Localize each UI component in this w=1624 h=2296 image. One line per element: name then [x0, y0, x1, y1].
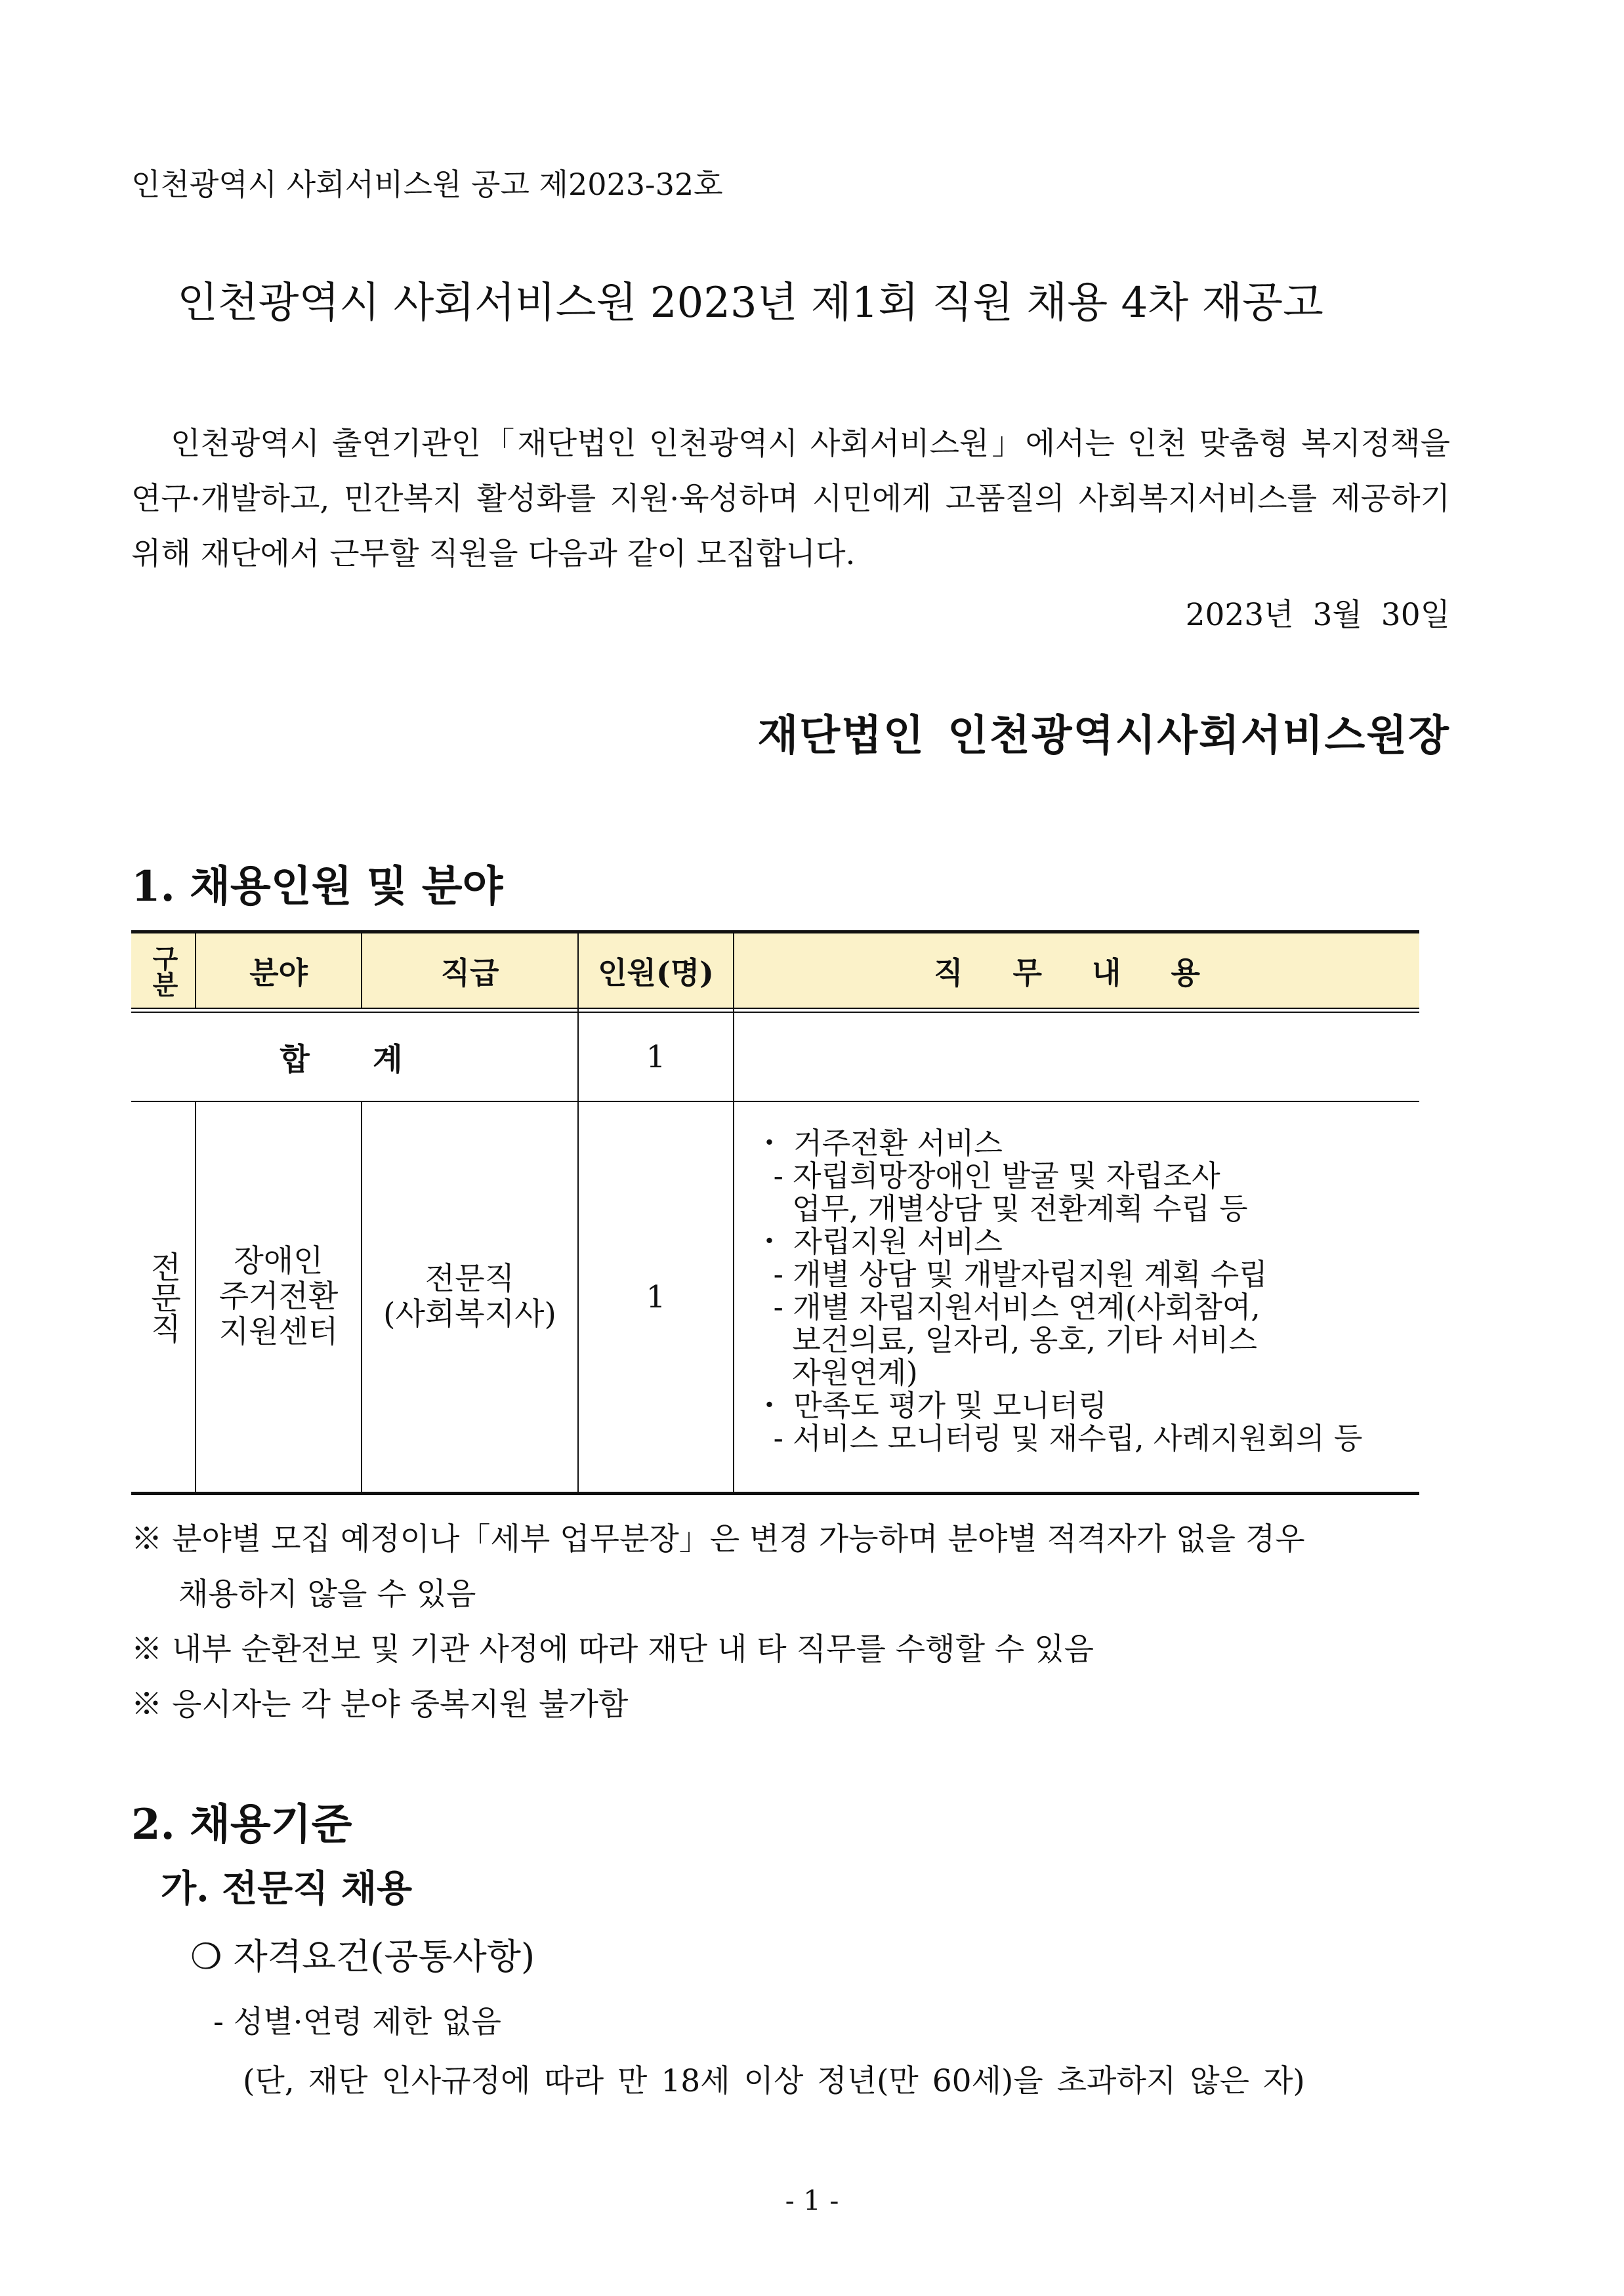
row-grade: 전문직 (사회복지사)	[383, 1261, 556, 1332]
note-item: ※ 분야별 모집 예정이나「세부 업무분장」은 변경 가능하며 분야별 적격자가 없을 경우	[131, 1521, 1305, 1557]
page-number: - 1 -	[785, 2184, 839, 2217]
intro-paragraph: 인천광역시 출연기관인「재단법인 인천광역시 사회서비스원」에서는 인천 맞춤형 복지정책을 연구·개발하고, 민간복지 활성화를 지원·육성하며 시민에게 고품질의 사회복지서비스를 제공하기 위해 재단에서 근무할 직원을 다음과 같이 모집합니다.	[131, 426, 1450, 572]
row-field: 장애인 주거전환 지원센터	[219, 1243, 339, 1350]
page-title: 인천광역시 사회서비스원 2023년 제1회 직원 채용 4차 재공고	[177, 279, 1323, 327]
note-item: ※ 내부 순환전보 및 기관 사정에 따라 재단 내 타 직무를 수행할 수 있음	[131, 1631, 1094, 1668]
row-category: 전문직	[145, 1250, 182, 1343]
header-category: 구분	[148, 944, 179, 997]
qualification-detail: (단, 재단 인사규정에 따라 만 18세 이상 정년(만 60세)을 초과하지 않은 자)	[243, 2063, 1305, 2099]
notes-list	[131, 1512, 1305, 1732]
recruitment-table	[131, 930, 1419, 1494]
row-duties: ・ 거주전환 서비스 - 자립희망장애인 발굴 및 자립조사 업무, 개별상담 및 전환계획 수립 등 ・ 자립지원 서비스 - 개별 상담 및 개발자립지원 계획 수립 - 개별 자립지원서비스 연계(사회참여, 보건의료, 일자리, 옹호, 기타 서비스 자원연계) ・ 만족도 평가 및 모니터링 - 서비스 모니터링 및 재수립, 사례지원회의 등	[755, 1126, 1363, 1456]
section2-title: 2. 채용기준	[131, 1800, 352, 1849]
table-bottom-border	[131, 1492, 1419, 1495]
table-header-border	[131, 1008, 1419, 1009]
note-item: ※ 응시자는 각 분야 중복지원 불가함	[131, 1687, 629, 1723]
section1-title: 1. 채용인원 및 분야	[131, 862, 503, 911]
note-item: 채용하지 않을 수 있음	[178, 1576, 476, 1612]
qualification-heading: ❍ 자격요건(공통사항)	[190, 1936, 535, 1977]
signer: 재단법인 인천광역시사회서비스원장	[757, 711, 1450, 760]
header-duties: 직 무 내 용	[934, 954, 1220, 991]
header-field: 분야	[249, 954, 308, 991]
header-count: 인원(명)	[598, 954, 714, 991]
total-count: 1	[646, 1038, 666, 1075]
qualification-item: - 성별·연령 제한 없음	[213, 2004, 501, 2040]
notice-number: 인천광역시 사회서비스원 공고 제2023-32호	[131, 167, 723, 202]
row-count: 1	[646, 1279, 666, 1315]
table-col-divider	[733, 930, 734, 1493]
header-grade: 직급	[440, 954, 499, 991]
notice-date: 2023년 3월 30일	[1185, 597, 1450, 633]
total-label: 합 계	[280, 1041, 429, 1078]
subsection-title: 가. 전문직 채용	[161, 1867, 413, 1910]
